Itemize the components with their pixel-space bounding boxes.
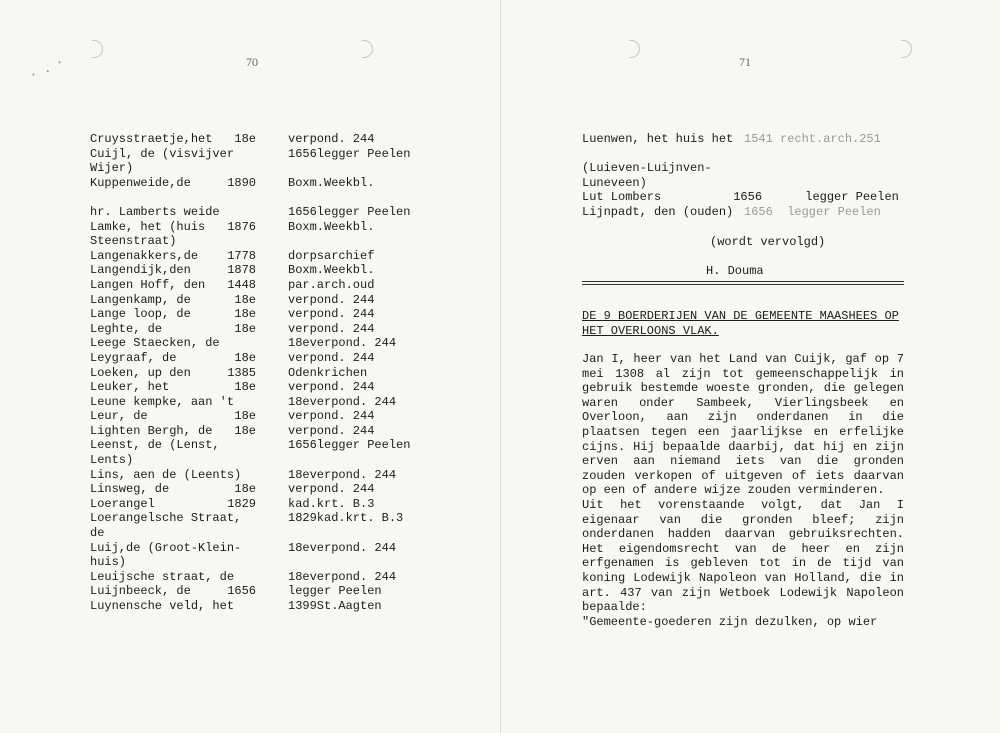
source-reference: verpond. 244 — [288, 307, 375, 322]
list-item — [582, 190, 899, 205]
source-reference: verpond. 244 — [288, 409, 375, 424]
place-name: Cruysstraetje,het — [90, 132, 213, 146]
place-name: Wijer) — [90, 161, 134, 176]
place-name: hr. Lamberts weide — [90, 204, 220, 219]
faint-reference: 1656 legger Peelen — [744, 204, 881, 219]
source-reference: 18everpond. 244 — [288, 467, 397, 482]
place-name: Luij,de (Groot-Klein- — [90, 540, 242, 555]
year: 18e — [234, 307, 256, 322]
source-reference: Odenkrichen — [288, 365, 368, 380]
source-reference: dorpsarchief — [288, 248, 375, 263]
page-number: 71 — [739, 55, 751, 69]
entry-text: (Luieven-Luijnven- — [582, 161, 712, 176]
year: 18e — [234, 132, 256, 146]
entry-text: Luneveen) — [582, 175, 647, 190]
source-reference: 1656legger Peelen — [288, 438, 411, 453]
year: 1890 — [227, 175, 256, 190]
faint-reference: 1541 recht.arch.251 — [744, 132, 881, 146]
source-reference: kad.krt. B.3 — [288, 496, 375, 511]
article-body — [582, 352, 904, 629]
source-reference: verpond. 244 — [288, 482, 375, 497]
place-name: Leenst, de (Lenst, — [90, 438, 220, 453]
author-name: H. Douma — [706, 264, 764, 278]
year: 18e — [234, 380, 256, 395]
source-reference: verpond. 244 — [288, 132, 375, 146]
source-reference: verpond. 244 — [288, 321, 375, 336]
source-reference: Boxm.Weekbl. — [288, 175, 375, 190]
double-rule-divider — [582, 281, 904, 285]
source-reference: verpond. 244 — [288, 350, 375, 365]
place-name: Leghte, de — [90, 321, 163, 336]
source-reference: legger Peelen — [288, 584, 382, 599]
source-reference: verpond. 244 — [288, 423, 375, 438]
place-name: Leuijsche straat, de — [90, 569, 235, 584]
source-reference: 1656legger Peelen — [288, 204, 411, 219]
place-name: Langenkamp, de — [90, 292, 191, 307]
page-number: 70 — [246, 55, 258, 69]
year: 18e — [234, 321, 256, 336]
place-name: Leege Staecken, de — [90, 336, 220, 351]
place-name: Luijnbeeck, de — [90, 584, 191, 599]
entry-text: Lut Lombers 1656 legger Peelen — [582, 190, 899, 205]
entry-text: Luenwen, het huis het — [582, 132, 734, 146]
place-name: Steenstraat) — [90, 234, 177, 249]
year: 1385 — [227, 365, 256, 380]
place-name: Lents) — [90, 453, 134, 468]
place-name: Linsweg, de — [90, 482, 170, 497]
year: 1778 — [227, 248, 256, 263]
place-name: Langenakkers,de — [90, 248, 199, 263]
source-reference: 18everpond. 244 — [288, 569, 397, 584]
list-item — [582, 176, 899, 191]
year: 18e — [234, 482, 256, 497]
place-name: Loerangel — [90, 496, 155, 511]
source-reference: par.arch.oud — [288, 277, 375, 292]
scan-marks: ·.· — [26, 51, 73, 85]
place-name: Lins, aen de (Leents) — [90, 467, 242, 482]
place-name-list-continued — [582, 132, 899, 220]
list-item — [582, 132, 899, 147]
place-name: Luynensche veld, het — [90, 599, 235, 613]
place-name: Kuppenweide,de — [90, 175, 191, 190]
year: 1448 — [227, 277, 256, 292]
year: 18e — [234, 423, 256, 438]
source-reference: 1829kad.krt. B.3 — [288, 511, 404, 526]
list-item — [582, 205, 899, 220]
source-reference: Boxm.Weekbl. — [288, 219, 375, 234]
article-heading: DE 9 BOERDERIJEN VAN DE GEMEENTE MAASHEES OP HET OVERLOONS VLAK. — [582, 309, 899, 338]
place-name: Lighten Bergh, de — [90, 423, 213, 438]
year: 1656 — [227, 584, 256, 599]
source-reference: 18everpond. 244 — [288, 336, 397, 351]
paragraph: Uit het vorenstaande volgt, dat Jan I eigenaar van die gronden bleef; zijn onderdanen hadden daarvan gebruiksrechten. Het eigendomsrecht van de heer en zijn erfgenamen is gebleven tot in de tijd van koning Lodewijk Napoleon van Holland, die in art. 437 van zijn Wetboek Lodewijk Napoleon bepaalde: — [582, 497, 904, 615]
place-name: Loeken, up den — [90, 365, 191, 380]
year: 1876 — [227, 219, 256, 234]
place-name: huis) — [90, 555, 127, 570]
source-reference: verpond. 244 — [288, 292, 375, 307]
place-name: Leune kempke, aan 't — [90, 394, 235, 409]
source-reference: 1399St.Aagten — [288, 599, 382, 613]
year: 1878 — [227, 263, 256, 278]
source-reference: Boxm.Weekbl. — [288, 263, 375, 278]
year: 18e — [234, 292, 256, 307]
paragraph: "Gemeente-goederen zijn dezulken, op wier — [582, 614, 878, 629]
year: 18e — [234, 409, 256, 424]
place-name: Cuijl, de (visvijver — [90, 146, 235, 161]
continued-note: (wordt vervolgd) — [710, 235, 826, 249]
year: 18e — [234, 350, 256, 365]
place-name: Leuker, het — [90, 380, 170, 395]
place-name: Leur, de — [90, 409, 148, 424]
source-reference: 1656legger Peelen — [288, 146, 411, 161]
place-name: de — [90, 526, 105, 541]
place-name: Lamke, het (huis — [90, 219, 206, 234]
place-name: Langendijk,den — [90, 263, 191, 278]
entry-text: Lijnpadt, den (ouden) — [582, 204, 734, 219]
source-reference: 18everpond. 244 — [288, 394, 397, 409]
source-reference: verpond. 244 — [288, 380, 375, 395]
paragraph: Jan I, heer van het Land van Cuijk, gaf op 7 mei 1308 al zijn tot gemeenschappelijk in gebruik bestemde woeste gronden, die gelegen waren onder Sambeek, Vierlingsbeek en Overloon, aan zijn onderdanen in die plaatsen tegen een jaarlijkse en erfelijke cijns. Hij bepaalde daarbij, dat hij en zijn erven aan niemand iets van die gronden zouden verkopen of uitgeven of iets daarvan op een of andere wijze zouden verminderen. — [582, 352, 904, 498]
place-name: Loerangelsche Straat, — [90, 511, 242, 526]
place-name: Leygraaf, de — [90, 350, 177, 365]
year: 1829 — [227, 496, 256, 511]
list-item — [582, 161, 899, 176]
source-reference: 18everpond. 244 — [288, 540, 397, 555]
place-name: Lange loop, de — [90, 307, 191, 322]
list-item — [582, 147, 899, 162]
place-name: Langen Hoff, den — [90, 277, 206, 292]
